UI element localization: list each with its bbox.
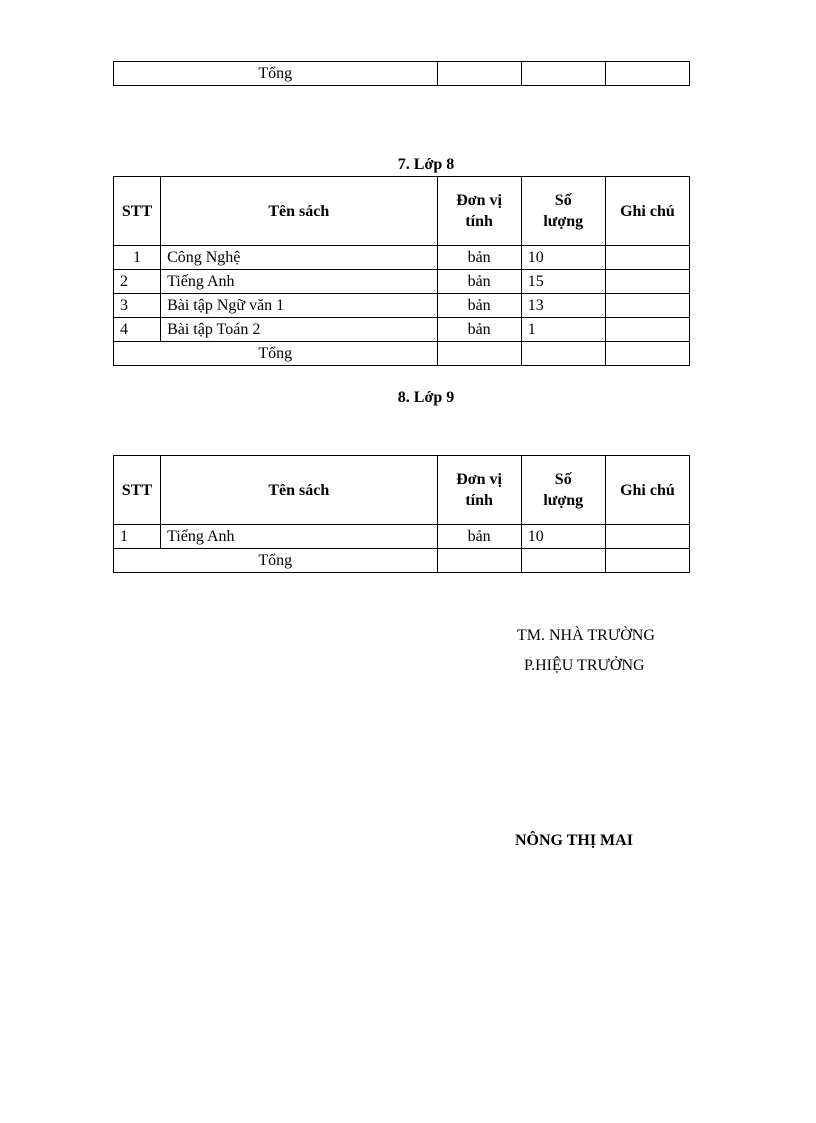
row-stt: 3 — [114, 294, 161, 318]
header-name: Tên sách — [161, 177, 437, 246]
total-qty-cell — [521, 549, 605, 573]
row-stt: 1 — [114, 525, 161, 549]
row-stt: 1 — [114, 246, 161, 270]
row-qty: 1 — [521, 318, 605, 342]
header-qty-line1: Số — [554, 192, 572, 209]
row-name: Tiếng Anh — [161, 270, 437, 294]
table-row — [114, 294, 690, 318]
header-note: Ghi chú — [605, 456, 689, 525]
row-name: Bài tập Toán 2 — [161, 318, 437, 342]
total-row — [114, 62, 690, 86]
row-qty: 15 — [521, 270, 605, 294]
row-unit: bản — [437, 246, 521, 270]
row-unit: bản — [437, 294, 521, 318]
row-note — [605, 270, 689, 294]
header-unit-line2: tính — [465, 492, 493, 509]
total-note-cell — [605, 549, 689, 573]
header-qty-line1: Số — [554, 471, 572, 488]
header-stt: STT — [114, 177, 161, 246]
header-row — [114, 456, 690, 525]
header-note: Ghi chú — [605, 177, 689, 246]
total-qty-cell — [521, 342, 605, 366]
row-note — [605, 525, 689, 549]
signature-role: P.HIỆU TRƯỞNG — [524, 657, 645, 674]
row-unit: bản — [437, 270, 521, 294]
total-note-cell — [605, 62, 689, 86]
header-qty — [521, 177, 605, 246]
table-row — [114, 246, 690, 270]
section-7-title: 7. Lớp 8 — [397, 156, 455, 173]
row-note — [605, 318, 689, 342]
table-row — [114, 318, 690, 342]
section-8-title: 8. Lớp 9 — [397, 389, 455, 406]
total-note-cell — [605, 342, 689, 366]
header-qty-line2: lượng — [543, 492, 584, 509]
table-row — [114, 270, 690, 294]
total-row — [114, 549, 690, 573]
section-7-table — [113, 176, 690, 366]
header-name: Tên sách — [161, 456, 437, 525]
total-label: Tổng — [114, 549, 438, 573]
total-row — [114, 342, 690, 366]
header-qty-line2: lượng — [543, 213, 584, 230]
row-note — [605, 294, 689, 318]
row-unit: bản — [437, 525, 521, 549]
total-unit-cell — [437, 62, 521, 86]
row-name: Tiếng Anh — [161, 525, 437, 549]
header-unit-line1: Đơn vị — [456, 192, 502, 209]
header-unit-line2: tính — [465, 213, 493, 230]
total-label: Tổng — [114, 62, 438, 86]
header-qty — [521, 456, 605, 525]
header-row — [114, 177, 690, 246]
section-8-table — [113, 455, 690, 573]
top-total-table — [113, 61, 690, 86]
table-row — [114, 525, 690, 549]
row-name: Bài tập Ngữ văn 1 — [161, 294, 437, 318]
total-qty-cell — [521, 62, 605, 86]
row-unit: bản — [437, 318, 521, 342]
row-note — [605, 246, 689, 270]
row-name: Công Nghệ — [161, 246, 437, 270]
total-unit-cell — [437, 342, 521, 366]
row-qty: 13 — [521, 294, 605, 318]
header-unit-line1: Đơn vị — [456, 471, 502, 488]
header-unit — [437, 177, 521, 246]
signature-name: NÔNG THỊ MAI — [515, 832, 633, 849]
row-qty: 10 — [521, 246, 605, 270]
row-qty: 10 — [521, 525, 605, 549]
signature-title: TM. NHÀ TRƯỜNG — [517, 627, 655, 644]
row-stt: 4 — [114, 318, 161, 342]
total-label: Tổng — [114, 342, 438, 366]
total-unit-cell — [437, 549, 521, 573]
header-unit — [437, 456, 521, 525]
header-stt: STT — [114, 456, 161, 525]
row-stt: 2 — [114, 270, 161, 294]
